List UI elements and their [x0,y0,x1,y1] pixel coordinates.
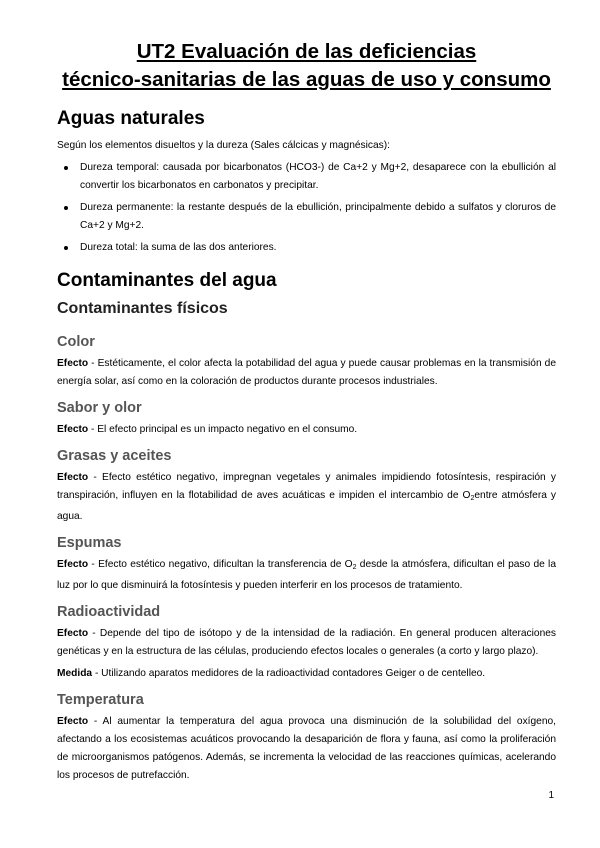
list-item: Dureza total: la suma de las dos anteriores. [57,239,556,257]
efecto-label: Efecto [57,559,89,570]
bullet-icon [64,246,68,250]
heading-color: Color [57,334,95,350]
efecto-label: Efecto [57,358,89,369]
heading-espumas: Espumas [57,535,122,551]
heading-sabor-olor: Sabor y olor [57,400,142,416]
title-line-2: técnico-sanitarias de las aguas de uso y consumo [62,68,551,91]
page-number: 1 [548,790,554,801]
document-page [57,38,556,789]
subheading-contaminantes-fisicos: Contaminantes físicos [57,300,228,317]
heading-contaminantes: Contaminantes del agua [57,270,277,291]
heading-aguas-naturales: Aguas naturales [57,108,205,129]
radioactividad-medida: Medida - Utilizando aparatos medidores de la radioactividad contadores Geiger o de centelleo. [57,668,486,679]
document-title [57,38,556,94]
grasas-efecto: Efecto - Efecto estético negativo, impregnan vegetales y animales impidiendo fotosíntesis, respiración y transpiración, influyen en la flotabilidad de aves acuáticas e impiden el intercambio de $O_2entre$ atmósfera y agua. [57,472,556,522]
radioactividad-efecto: Efecto - Depende del tipo de isótopo y de la intensidad de la radiación. En general producen alteraciones genéticas y en la estructura de las células, produciendo efectos locales o generales (a corto y largo plazo). [57,628,556,657]
title-line-1: UT2 Evaluación de las deficiencias [136,40,477,63]
efecto-label: Efecto [57,472,89,483]
heading-temperatura: Temperatura [57,692,144,708]
heading-radioactividad: Radioactividad [57,604,161,620]
temperatura-efecto: Efecto - Al aumentar la temperatura del agua provoca una disminución de la solubilidad del oxígeno, afectando a los ecosistemas acuáticos provocando la desaparición de flora y fauna, así como la proliferación de microorganismos patógenos. Además, se incrementa la velocidad de las reacciones químicas, acelerando los procesos de putrefacción. [57,716,556,781]
efecto-label: Efecto [57,716,89,727]
espumas-efecto: Efecto - Efecto estético negativo, dificultan la transferencia de $O_2$ desde la atmósfera, dificultan el paso de la luz por lo que disminuirá la fotosíntesis y pueden interferir en los procesos de tratamiento. [57,559,556,591]
aguas-naturales-intro: Según los elementos disueltos y la dureza (Sales cálcicas y magnésicas): [57,140,390,151]
color-efecto: Efecto - Estéticamente, el color afecta la potabilidad del agua y puede causar problemas en la transmisión de energía solar, así como en la coloración de productos durante procesos industriales. [57,358,556,387]
bullet-icon [64,166,68,170]
dureza-list [57,159,556,257]
bullet-icon [64,206,68,210]
efecto-label: Efecto [57,628,89,639]
efecto-label: Efecto [57,424,89,435]
medida-label: Medida [57,668,93,679]
heading-grasas-aceites: Grasas y aceites [57,448,172,464]
sabor-efecto: Efecto - El efecto principal es un impacto negativo en el consumo. [57,424,358,435]
list-item: Dureza permanente: la restante después de la ebullición, principalmente debido a sulfatos y cloruros de Ca+2 y Mg+2. [57,199,556,235]
list-item: Dureza temporal: causada por bicarbonatos (HCO3-) de Ca+2 y Mg+2, desaparece con la ebullición al convertir los bicarbonatos en carbonatos y precipitar. [57,159,556,195]
